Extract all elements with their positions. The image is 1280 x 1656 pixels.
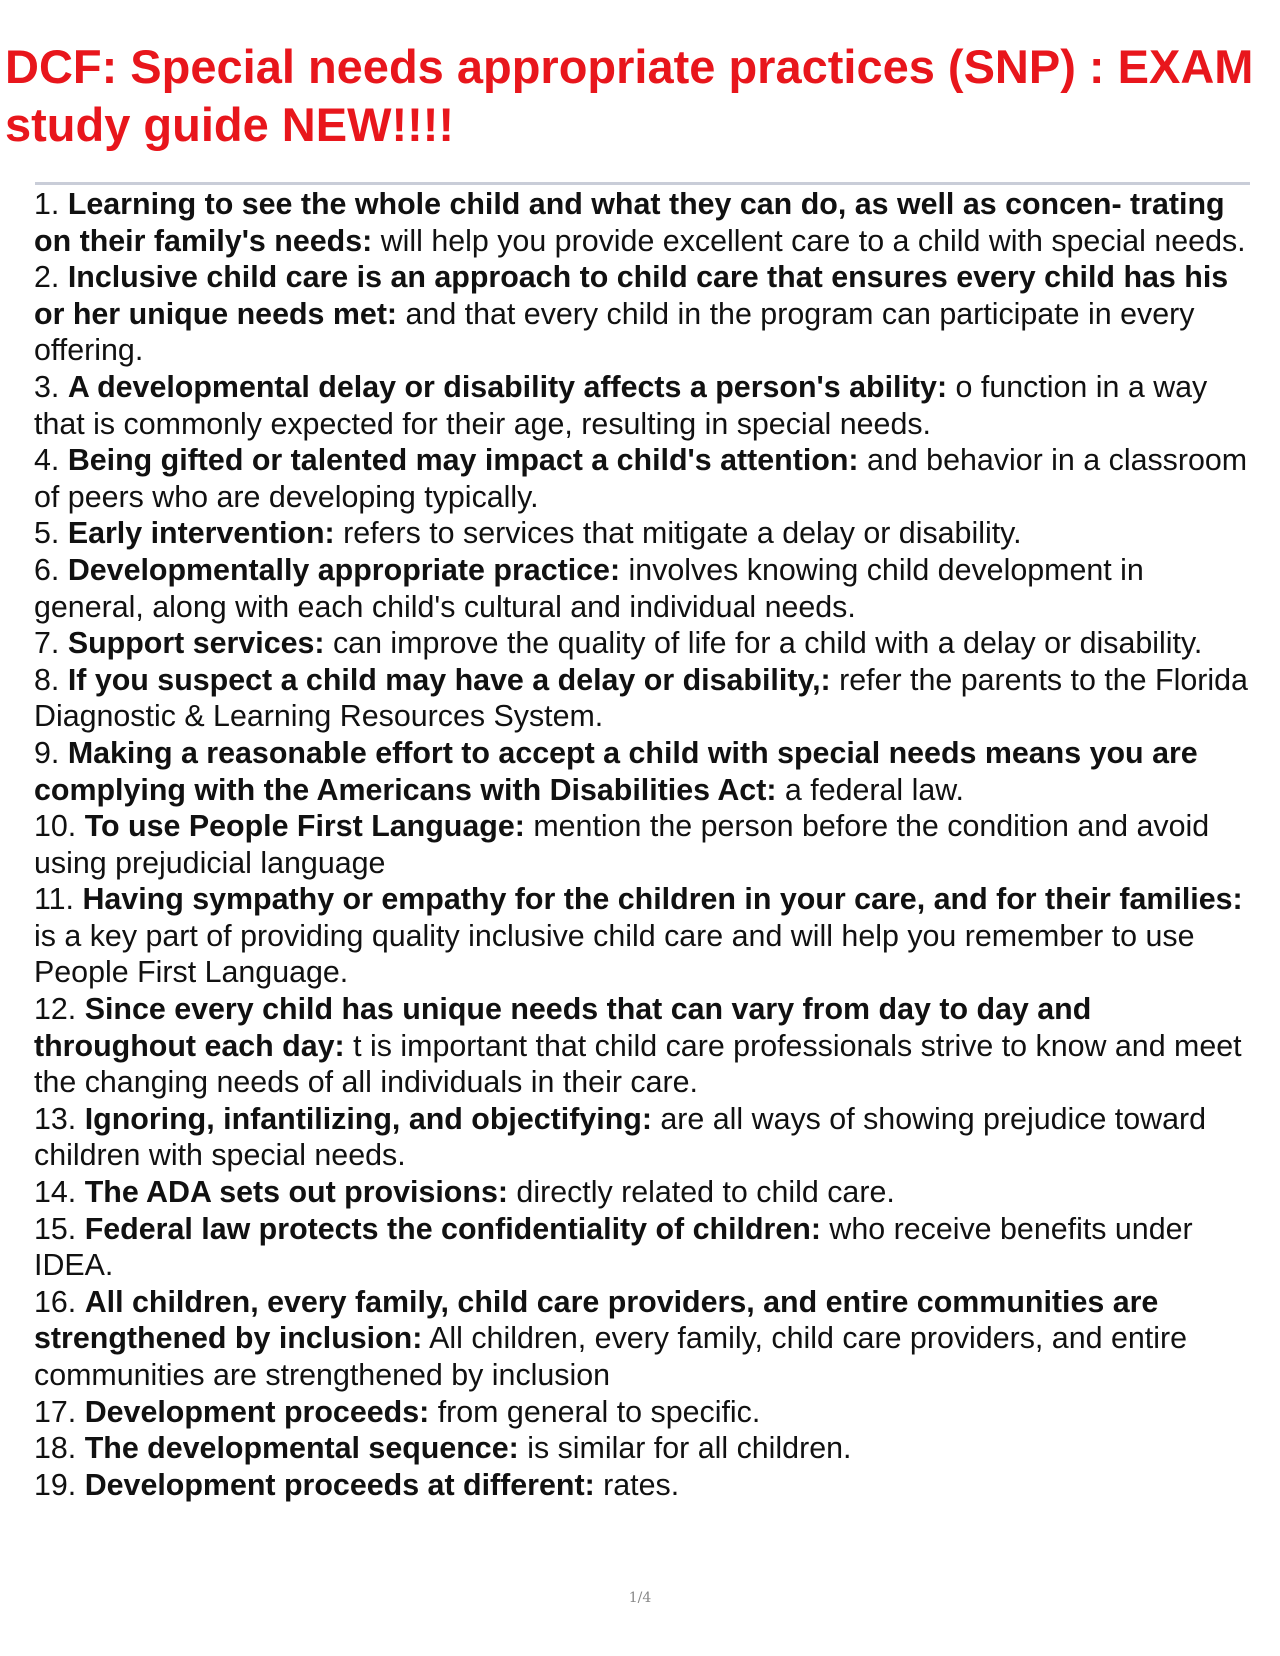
item-definition: rates. (603, 1467, 680, 1502)
item-term: The ADA sets out provisions: (84, 1175, 508, 1210)
item-term: Development proceeds at different: (84, 1467, 595, 1502)
study-item (34, 881, 1256, 991)
item-term: Learning to see the whole child and what they can do, as well as concen- trating on their family's needs: (34, 187, 1225, 258)
item-term: Inclusive child care is an approach to child care that ensures every child has his or her unique needs met: (34, 260, 1229, 331)
item-definition: who receive benefits under IDEA. (34, 1211, 1193, 1283)
study-item (34, 991, 1256, 1101)
item-term: Development proceeds: (84, 1394, 430, 1429)
item-number: 2. (34, 260, 60, 295)
item-number: 11. (34, 882, 74, 917)
item-number: 14. (34, 1175, 77, 1210)
item-number: 5. (34, 516, 60, 551)
document-title: DCF: Special needs appropriate practices (SNP) : EXAM study guide NEW!!!! (5, 40, 1254, 151)
item-term: Early intervention: (67, 516, 335, 551)
item-number: 3. (34, 369, 60, 404)
item-number: 16. (34, 1284, 77, 1319)
study-item (34, 1284, 1256, 1394)
item-number: 18. (34, 1431, 77, 1466)
item-term: Since every child has unique needs that can vary from day to day and throughout each day: (34, 992, 1092, 1063)
item-number: 8. (34, 662, 60, 697)
item-definition: is a key part of providing quality inclusive child care and will help you remember to use People First Language. (34, 918, 1195, 990)
item-number: 7. (34, 626, 60, 661)
study-item (34, 1394, 1256, 1431)
item-number: 4. (34, 443, 60, 478)
item-number: 9. (34, 735, 60, 770)
item-definition: All children, every family, child care providers, and entire communities are strengthened by inclusion (34, 1321, 1187, 1392)
study-item (34, 735, 1256, 808)
study-item (34, 1430, 1256, 1467)
study-item (34, 442, 1256, 515)
item-term: A developmental delay or disability affects a person's ability: (67, 369, 948, 404)
item-term: To use People First Language: (84, 809, 525, 844)
study-item (34, 625, 1256, 662)
item-definition: o function in a way that is commonly expected for their age, resulting in special needs. (34, 369, 1208, 441)
item-term: Making a reasonable effort to accept a child with special needs means you are complying with the Americans with Disabilities Act: (34, 735, 1198, 807)
item-definition: and behavior in a classroom of peers who are developing typically. (34, 443, 1248, 514)
item-definition: and that every child in the program can participate in every offering. (34, 296, 1195, 368)
item-term: Federal law protects the confidentiality of children: (84, 1211, 821, 1246)
item-number: 13. (34, 1101, 77, 1136)
study-item (34, 662, 1256, 735)
item-term: All children, every family, child care providers, and entire communities are strengthened by inclusion: (34, 1284, 1159, 1356)
item-term: Ignoring, infantilizing, and objectifying: (84, 1101, 652, 1136)
study-item (34, 186, 1256, 259)
item-definition: is similar for all children. (527, 1431, 852, 1466)
item-definition: t is important that child care professionals strive to know and meet the changing needs of all individuals in their care. (34, 1028, 1242, 1100)
page-indicator: 1/4 (628, 1590, 652, 1606)
item-definition: refers to services that mitigate a delay or disability. (343, 516, 1022, 551)
item-definition: are all ways of showing prejudice toward children with special needs. (34, 1101, 1207, 1173)
item-definition: directly related to child care. (516, 1175, 895, 1210)
study-item (34, 515, 1256, 552)
item-number: 12. (34, 992, 77, 1027)
item-term: Being gifted or talented may impact a child's attention: (67, 443, 859, 478)
study-item (34, 259, 1256, 369)
item-number: 6. (34, 552, 60, 587)
study-item (34, 808, 1256, 881)
item-term: Support services: (67, 626, 325, 661)
item-definition: can improve the quality of life for a child with a delay or disability. (332, 626, 1203, 661)
study-item (34, 1467, 1256, 1504)
item-term: Having sympathy or empathy for the children in your care, and for their families: (82, 882, 1243, 917)
item-number: 1. (34, 187, 60, 221)
study-guide-list (34, 186, 1256, 1503)
item-definition: from general to specific. (437, 1394, 761, 1429)
item-definition: refer the parents to the Florida Diagnostic & Learning Resources System. (34, 662, 1248, 734)
item-term: Developmentally appropriate practice: (67, 552, 621, 587)
item-definition: mention the person before the condition and avoid using prejudicial language (34, 809, 1210, 880)
item-term: The developmental sequence: (84, 1431, 519, 1466)
item-number: 10. (34, 809, 77, 844)
item-number: 15. (34, 1211, 77, 1246)
study-item (34, 552, 1256, 625)
item-term: If you suspect a child may have a delay or disability,: (67, 662, 831, 697)
item-definition: involves knowing child development in general, along with each child's cultural and individual needs. (34, 552, 1144, 624)
study-item (34, 1174, 1256, 1211)
title-divider (35, 182, 1250, 185)
item-number: 19. (34, 1467, 77, 1502)
item-number: 17. (34, 1394, 77, 1429)
item-definition: a federal law. (784, 772, 964, 807)
study-item (34, 1211, 1256, 1284)
study-item (34, 1101, 1256, 1174)
item-definition: will help you provide excellent care to a child with special needs. (380, 223, 1246, 258)
study-item (34, 369, 1256, 442)
